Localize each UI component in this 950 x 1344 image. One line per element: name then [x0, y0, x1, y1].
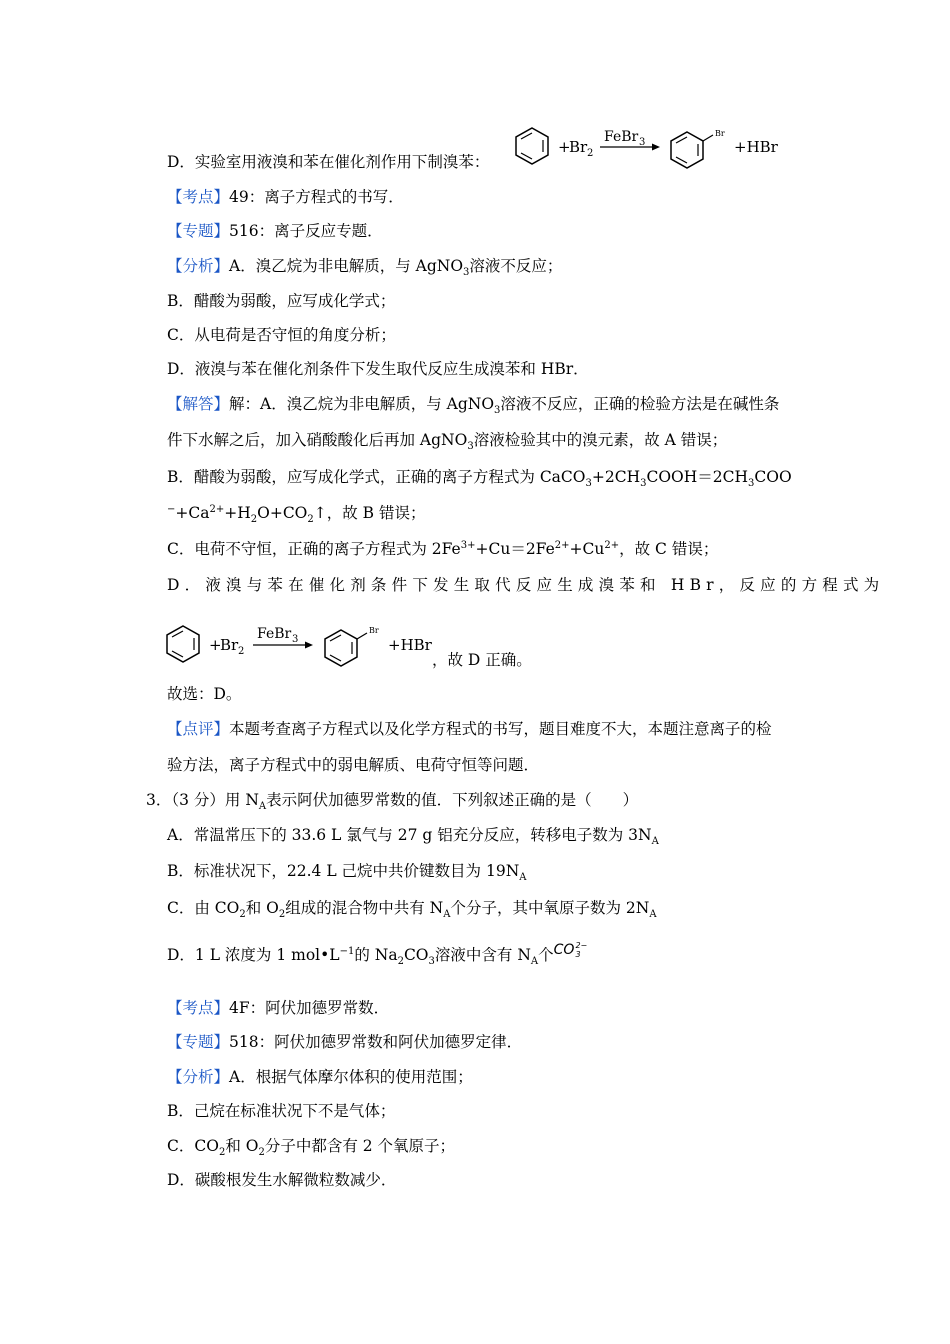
- reagent-label: Br: [220, 636, 239, 654]
- catalyst-label: FeBr: [257, 626, 292, 642]
- byproduct-label: +HBr: [734, 138, 778, 156]
- substituent-label: Br: [369, 626, 379, 635]
- q2-fenxi-d: D．液溴与苯在催化剂条件下发生取代反应生成溴苯和 HBr．: [167, 360, 589, 378]
- substituent-label: Br: [715, 129, 725, 138]
- q2-fenxi-b: B．醋酸为弱酸，应写成化学式；: [167, 292, 396, 310]
- q2-dianping-2: 验方法，离子方程式中的弱电解质、电荷守恒等问题．: [167, 756, 540, 774]
- q2-jieda-3: B．醋酸为弱酸，应写成化学式，正确的离子方程式为 $CaCO_3+2CH_3COOH=2CH_3COO$: [167, 468, 792, 490]
- q3-fenxi-d: D．碳酸根发生水解微粒数减少．: [167, 1171, 397, 1189]
- benzene-ring-icon: [516, 128, 548, 164]
- q3-option-c: C．由 $CO_2$和 $O_2$组成的混合物中共有 $N_A$个分子，其中氧原子数为 $2N_A$: [167, 899, 657, 921]
- q3-fenxi-a: 【分析】A．根据气体摩尔体积的使用范围；: [167, 1068, 473, 1086]
- catalyst-subscript: 3: [639, 137, 646, 148]
- reaction-scheme-bottom: [163, 621, 438, 671]
- reagent-subscript: 2: [238, 646, 245, 657]
- q3-option-d: D．1 L 浓度为 1 $mol•L^{-1}$的 $Na_2CO_3$溶液中含有 $N_A$个CO 2− 3: [167, 941, 588, 968]
- reagent-label: Br: [569, 138, 588, 156]
- q3-zhuanti: 【专题】518：阿伏加德罗常数和阿伏加德罗定律．: [167, 1033, 523, 1051]
- catalyst-label: FeBr: [604, 129, 639, 145]
- q3-option-a: A．常温常压下的 33.6 L 氯气与 27 g 铝充分反应，转移电子数为 $3N_A$: [167, 826, 659, 848]
- catalyst-subscript: 3: [292, 634, 299, 645]
- q2-jieda-7-suffix: ，故 D 正确。: [432, 651, 532, 669]
- reaction-arrow-icon: [253, 642, 313, 649]
- q3-option-b: B．标准状况下，22.4 L 己烷中共价键数目为 $19N_A$: [167, 862, 527, 884]
- q2-jieda-5: C．电荷不守恒，正确的离子方程式为 $2Fe^{3+}+Cu=2Fe^{2+}+Cu^{2+}$，故 C 错误；: [167, 539, 719, 558]
- q3-kaodian: 【考点】4F：阿伏加德罗常数．: [167, 999, 390, 1017]
- carbonate-ion-formula: CO 2− 3: [553, 941, 588, 959]
- q3-fenxi-c: C．$CO_2$和 $O_2$分子中都含有 2 个氧原子；: [167, 1137, 456, 1159]
- q2-kaodian: 【考点】49：离子方程式的书写．: [167, 188, 404, 206]
- q2-fenxi-c: C．从电荷是否守恒的角度分析；: [167, 326, 396, 344]
- q2-fenxi-a: 【分析】A．溴乙烷为非电解质，与 AgNO$_3$溶液不反应；: [167, 257, 563, 279]
- benzene-ring-icon: [167, 626, 199, 662]
- plus-sign: +: [209, 636, 222, 654]
- q2-choice: 故选：D。: [167, 685, 242, 703]
- q3-fenxi-b: B．己烷在标准状况下不是气体；: [167, 1102, 396, 1120]
- q3-stem: 3．（3 分）用 $N_A$表示阿伏加德罗常数的值．下列叙述正确的是（ ）: [146, 791, 639, 813]
- q2-zhuanti: 【专题】516：离子反应专题．: [167, 222, 383, 240]
- byproduct-label: +HBr: [388, 636, 432, 654]
- reagent-subscript: 2: [587, 148, 594, 159]
- plus-sign: +: [558, 138, 571, 156]
- q2-jieda-1: 【解答】解：A．溴乙烷为非电解质，与 AgNO$_3$溶液不反应，正确的检验方法是在碱性条: [167, 395, 780, 417]
- q2-jieda-4: $^-+Ca^{2+}+H_2O+CO_2↑$，故 B 错误；: [167, 503, 426, 526]
- bromobenzene-ring-icon: [325, 630, 367, 666]
- q2-option-d: D．实验室用液溴和苯在催化剂作用下制溴苯：: [167, 153, 490, 171]
- q2-dianping-1: 【点评】本题考查离子方程式以及化学方程式的书写，题目难度不大，本题注意离子的检: [167, 720, 772, 738]
- reaction-scheme-top: [512, 124, 792, 174]
- q2-jieda-2: 件下水解之后，加入硝酸酸化后再加 AgNO$_3$溶液检验其中的溴元素，故 A 错误；: [167, 431, 728, 453]
- q2-jieda-6: D．液溴与苯在催化剂条件下发生取代反应生成溴苯和 HBr，反应的方程式为: [167, 576, 885, 594]
- bromobenzene-ring-icon: [671, 132, 713, 168]
